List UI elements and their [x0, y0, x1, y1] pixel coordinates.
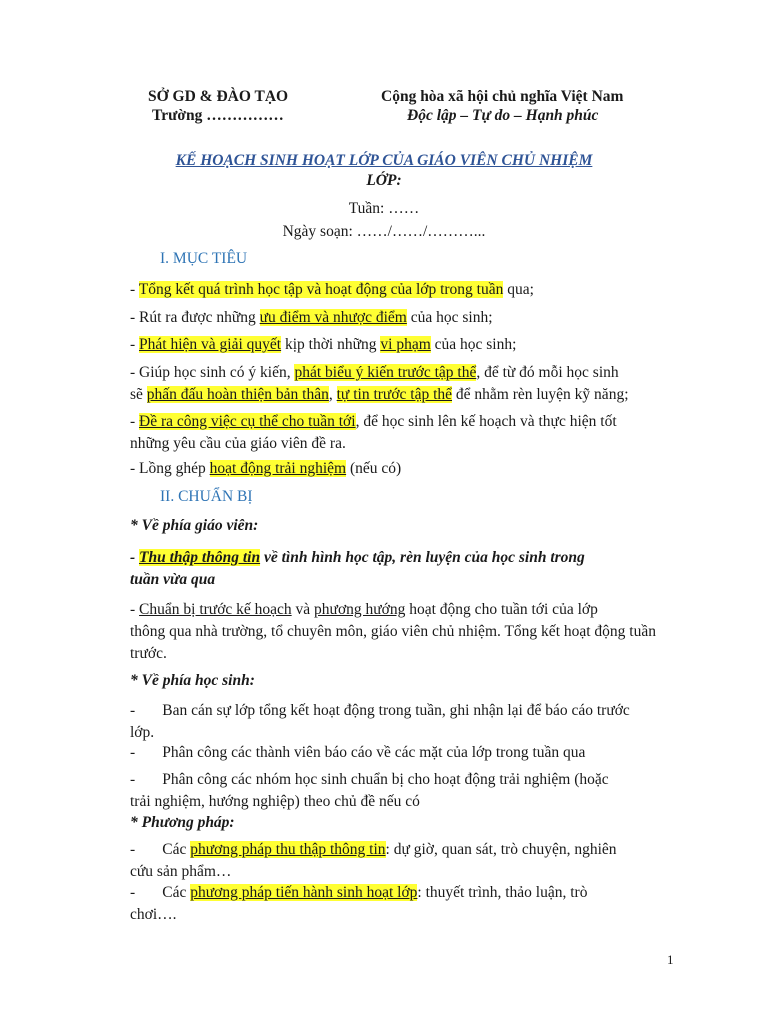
- page-number: 1: [667, 952, 674, 967]
- method-item: - Các phương pháp thu thập thông tin: dự giờ, quan sát, trò chuyện, nghiên cứu sản phẩm…: [130, 841, 617, 880]
- method-item: - Các phương pháp tiến hành sinh hoạt lớp: thuyết trình, thảo luận, trò chơi….: [130, 884, 588, 923]
- student-item: - Phân công các nhóm học sinh chuẩn bị cho hoạt động trải nghiệm (hoặc trải nghiệm, hướng nghiệp) theo chủ đề nếu có: [130, 771, 609, 810]
- objective-item: - Rút ra được những ưu điểm và nhược điểm của học sinh;: [130, 309, 493, 326]
- objective-item: - Phát hiện và giải quyết kịp thời những vi phạm của học sinh;: [130, 336, 517, 353]
- section-objectives-heading: I. MỤC TIÊU: [160, 250, 248, 267]
- national-motto: Độc lập – Tự do – Hạnh phúc: [407, 107, 599, 124]
- week-label: Tuần: ……: [348, 200, 420, 217]
- teacher-item: - Thu thập thông tin về tình hình học tập, rèn luyện của học sinh trong tuần vừa qua: [130, 549, 585, 588]
- objective-item: - Lồng ghép hoạt động trải nghiệm (nếu có): [130, 460, 402, 477]
- objective-item: - Tổng kết quá trình học tập và hoạt động của lớp trong tuần qua;: [130, 281, 534, 298]
- objective-item: - Đề ra công việc cụ thể cho tuần tới, để học sinh lên kế hoạch và thực hiện tốt những yêu cầu của giáo viên đề ra.: [130, 413, 617, 452]
- teacher-subheading: * Về phía giáo viên:: [130, 517, 259, 534]
- date-label: Ngày soạn: ……/……/………...: [282, 223, 486, 240]
- student-item: - Ban cán sự lớp tổng kết hoạt động trong tuần, ghi nhận lại để báo cáo trước lớp.: [130, 702, 630, 741]
- method-subheading: * Phương pháp:: [130, 814, 235, 831]
- school-name: Trường ……………: [152, 107, 284, 124]
- department-name: SỞ GD & ĐÀO TẠO: [148, 88, 289, 105]
- class-label: LỚP:: [366, 172, 402, 189]
- objective-item: - Giúp học sinh có ý kiến, phát biểu ý kiến trước tập thể, để từ đó mỗi học sinh sẽ phấn đấu hoàn thiện bản thân, tự tin trước tập thể để nhằm rèn luyện kỹ năng;: [130, 364, 629, 403]
- document-title: KẾ HOẠCH SINH HOẠT LỚP CỦA GIÁO VIÊN CHỦ NHIỆM: [175, 152, 593, 169]
- student-item: - Phân công các thành viên báo cáo về các mặt của lớp trong tuần qua: [130, 744, 586, 761]
- section-preparation-heading: II. CHUẨN BỊ: [160, 488, 253, 505]
- student-subheading: * Về phía học sinh:: [130, 672, 255, 689]
- country-name: Cộng hòa xã hội chủ nghĩa Việt Nam: [381, 88, 624, 105]
- teacher-item: - Chuẩn bị trước kế hoạch và phương hướng hoạt động cho tuần tới của lớp thông qua nhà trường, tổ chuyên môn, giáo viên chủ nhiệm. Tổng kết hoạt động tuần trước.: [130, 601, 656, 662]
